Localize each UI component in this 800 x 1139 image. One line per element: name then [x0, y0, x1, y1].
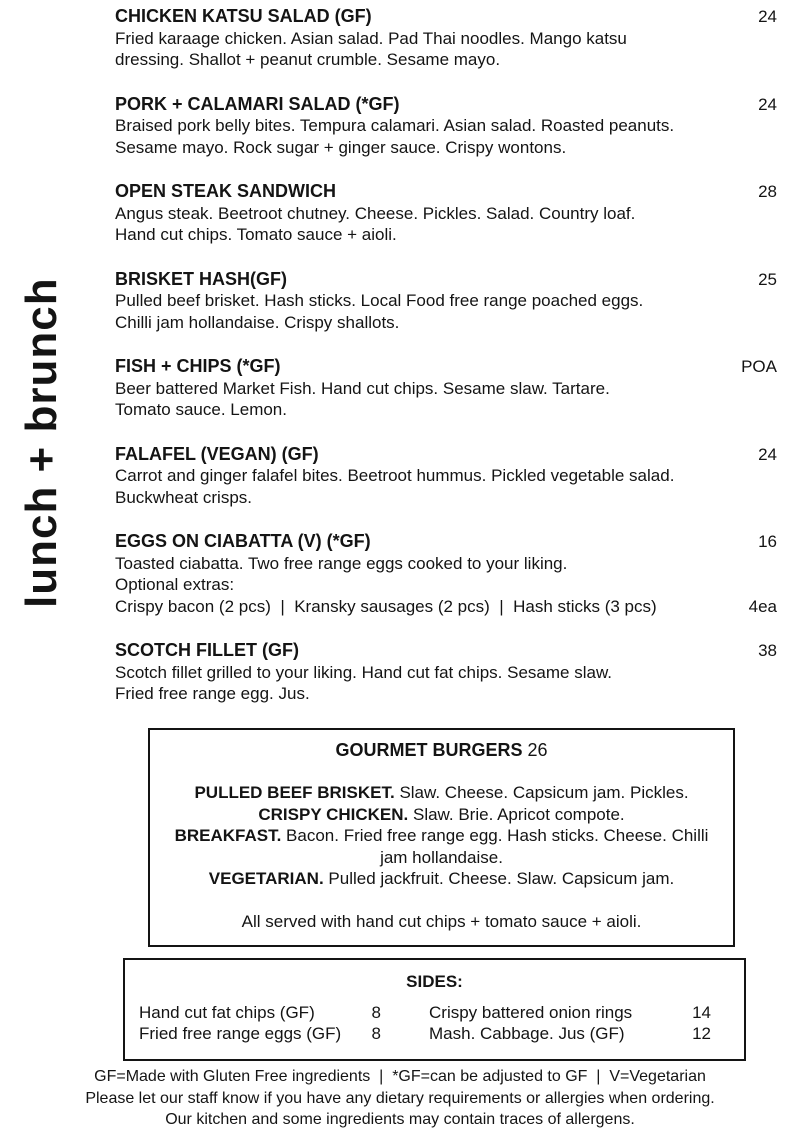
side-item-price: 8 — [371, 1002, 381, 1022]
menu-item-header — [115, 6, 777, 28]
menu-item-desc-line: Pulled beef brisket. Hash sticks. Local Food free range poached eggs. — [115, 291, 644, 310]
menu-item — [115, 6, 777, 71]
sides-box — [123, 958, 746, 1061]
menu-item — [115, 269, 777, 334]
gourmet-burgers-title — [164, 740, 719, 762]
side-item-price: 14 — [692, 1002, 711, 1022]
menu-item-title: PORK + CALAMARI SALAD (*GF) — [115, 93, 400, 114]
menu-item-title: CHICKEN KATSU SALAD (GF) — [115, 6, 372, 26]
side-item — [429, 1023, 711, 1045]
burger-item-desc: Bacon. Fried free range egg. Hash sticks. Cheese. Chilli jam hollandaise. — [286, 826, 709, 867]
burger-item-desc: Slaw. Brie. Apricot compote. — [412, 804, 625, 824]
menu-item-desc-line: Hand cut chips. Tomato sauce + aioli. — [115, 225, 397, 244]
gourmet-burgers-title-text: GOURMET BURGERS — [335, 739, 523, 760]
menu-item-extras-row — [115, 596, 777, 618]
menu-item-price: 38 — [758, 641, 777, 660]
burger-item-name: BREAKFAST. — [174, 826, 282, 845]
menu-item-price: 25 — [758, 269, 777, 289]
menu-item — [115, 356, 777, 421]
sides-column-right — [429, 1002, 711, 1045]
menu-item-price: 24 — [758, 444, 777, 464]
menu-item — [115, 531, 777, 617]
burger-item — [164, 804, 719, 826]
menu-item-desc-line: Braised pork belly bites. Tempura calamari. Asian salad. Roasted peanuts. — [115, 116, 675, 135]
menu-item-title: BRISKET HASH(GF) — [115, 268, 287, 289]
menu-item-header — [115, 444, 777, 466]
burger-item-name: CRISPY CHICKEN. — [258, 804, 409, 824]
menu-item-desc-line: Chilli jam hollandaise. Crispy shallots. — [115, 312, 400, 332]
footer-line: Our kitchen and some ingredients may contain traces of allergens. — [165, 1111, 635, 1128]
burger-item — [164, 825, 719, 868]
menu-item-header — [115, 94, 777, 116]
footer-line: Please let our staff know if you have any dietary requirements or allergies when ordering. — [85, 1089, 715, 1107]
menu-item-extras-price: 4ea — [748, 596, 777, 616]
menu-item-desc-line: dressing. Shallot + peanut crumble. Sesame mayo. — [115, 50, 501, 69]
sides-grid — [125, 1002, 744, 1045]
menu-item-desc-line: Scotch fillet grilled to your liking. Hand cut fat chips. Sesame slaw. — [115, 662, 613, 682]
menu-item-title: EGGS ON CIABATTA (V) (*GF) — [115, 531, 371, 551]
sides-column-left — [139, 1002, 381, 1045]
burger-item-desc: Pulled jackfruit. Cheese. Slaw. Capsicum jam. — [328, 869, 675, 888]
menu-item-desc-line: Angus steak. Beetroot chutney. Cheese. Pickles. Salad. Country loaf. — [115, 203, 636, 223]
menu-content-column — [115, 6, 777, 1061]
side-item — [139, 1002, 381, 1024]
menu-item-header — [115, 269, 777, 291]
side-item-name: Fried free range eggs (GF) — [139, 1024, 342, 1043]
menu-item-desc-line: Buckwheat crisps. — [115, 487, 252, 507]
menu-item-price: 24 — [758, 7, 777, 26]
menu-item-price: 28 — [758, 182, 777, 201]
menu-item-header — [115, 181, 777, 203]
menu-item-title: OPEN STEAK SANDWICH — [115, 181, 337, 201]
burger-item-name: PULLED BEEF BRISKET. — [194, 783, 395, 802]
gourmet-burgers-list — [164, 782, 719, 890]
menu-item-title: FALAFEL (VEGAN) (GF) — [115, 443, 319, 464]
footer-line: GF=Made with Gluten Free ingredients | *GF=can be adjusted to GF | V=Vegetarian — [94, 1068, 706, 1085]
menu-item-price: 24 — [758, 94, 777, 114]
burger-item-desc: Slaw. Cheese. Capsicum jam. Pickles. — [399, 783, 689, 802]
menu-item-desc-line: Optional extras: — [115, 575, 235, 594]
menu-item-desc-line: Fried karaage chicken. Asian salad. Pad Thai noodles. Mango katsu — [115, 28, 627, 48]
gourmet-burgers-note: All served with hand cut chips + tomato sauce + aioli. — [241, 911, 642, 931]
sides-title: SIDES: — [406, 972, 463, 991]
burger-item-name: VEGETARIAN. — [208, 869, 324, 888]
menu-item — [115, 94, 777, 159]
menu-item — [115, 181, 777, 246]
side-item — [429, 1002, 711, 1024]
menu-item-desc-line: Fried free range egg. Jus. — [115, 684, 310, 703]
menu-item-header — [115, 356, 777, 378]
gourmet-burgers-box — [148, 728, 735, 948]
gourmet-burgers-price: 26 — [527, 739, 548, 760]
footer-legend — [0, 1066, 800, 1131]
side-item — [139, 1023, 381, 1045]
burger-item — [164, 782, 719, 804]
menu-item — [115, 444, 777, 509]
menu-item-title: SCOTCH FILLET (GF) — [115, 640, 299, 660]
menu-item-extras-text: Crispy bacon (2 pcs) | Kransky sausages (2 pcs) | Hash sticks (3 pcs) — [115, 596, 657, 616]
menu-item-header — [115, 640, 777, 662]
side-item-name: Mash. Cabbage. Jus (GF) — [429, 1024, 625, 1043]
side-item-price: 12 — [692, 1024, 711, 1043]
menu-item — [115, 640, 777, 705]
menu-item-desc-line: Carrot and ginger falafel bites. Beetroot hummus. Pickled vegetable salad. — [115, 466, 675, 485]
side-item-name: Hand cut fat chips (GF) — [139, 1002, 315, 1022]
menu-item-title: FISH + CHIPS (*GF) — [115, 356, 281, 376]
menu-section-vertical-title: lunch + brunch — [17, 277, 66, 608]
menu-item-price: POA — [741, 357, 777, 376]
side-item-price: 8 — [371, 1024, 381, 1043]
burger-item — [164, 868, 719, 890]
menu-item-desc-line: Toasted ciabatta. Two free range eggs cooked to your liking. — [115, 553, 568, 573]
menu-item-desc-line: Beer battered Market Fish. Hand cut chips. Sesame slaw. Tartare. — [115, 378, 610, 398]
menu-item-desc-line: Sesame mayo. Rock sugar + ginger sauce. Crispy wontons. — [115, 137, 567, 157]
menu-item-price: 16 — [758, 532, 777, 551]
menu-item-header — [115, 531, 777, 553]
side-item-name: Crispy battered onion rings — [429, 1002, 633, 1022]
menu-item-desc-line: Tomato sauce. Lemon. — [115, 400, 287, 419]
